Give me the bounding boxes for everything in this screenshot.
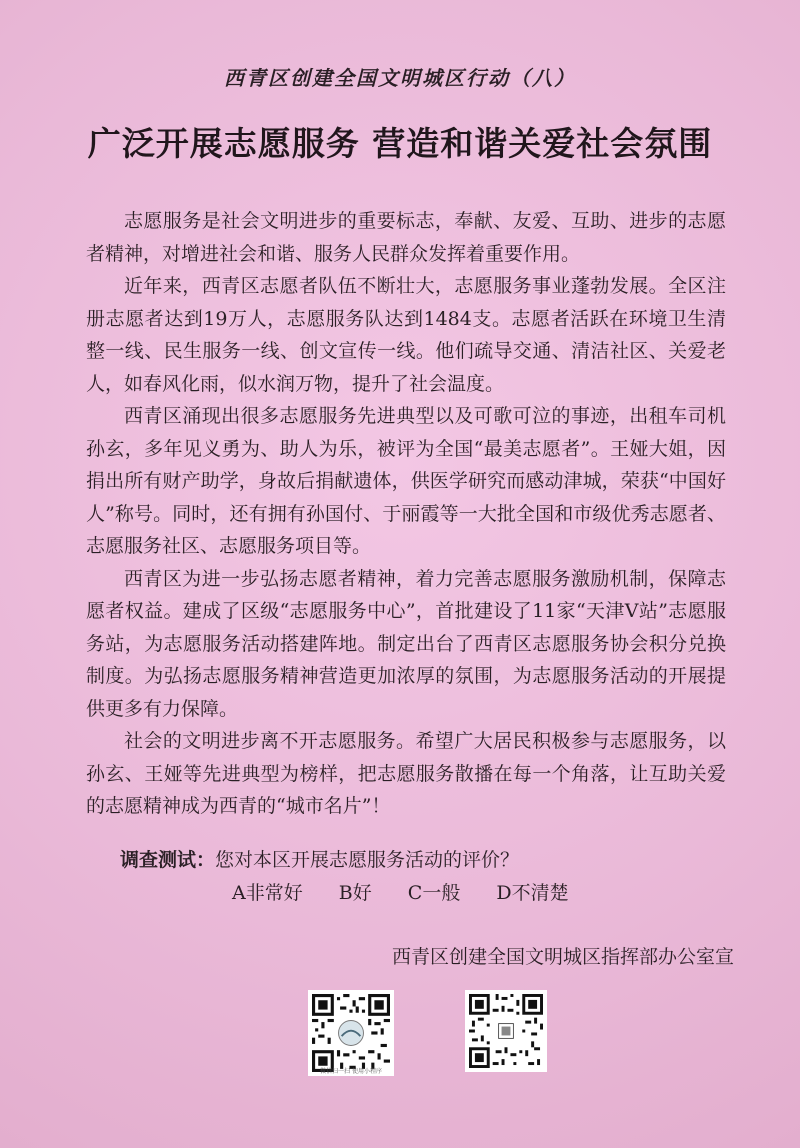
- qr-left-caption: 微信扫一扫 使用小程序: [320, 1068, 382, 1075]
- survey-label: 调查测试：: [120, 849, 216, 871]
- qr-code-mini-program: [308, 990, 394, 1076]
- issuer-signature: 西青区创建全国文明城区指挥部办公室宣: [391, 946, 734, 968]
- survey-option-b: B好: [338, 882, 372, 904]
- survey-question: [120, 845, 519, 875]
- paragraph-1: 志愿服务是社会文明进步的重要标志，奉献、友爱、互助、进步的志愿者精神，对增进社会和谐、服务人民群众发挥着重要作用。: [86, 210, 726, 265]
- qr-code-icon: [312, 994, 390, 1072]
- qr-code-official-account: [465, 990, 547, 1072]
- survey-question-text: 您对本区开展志愿服务活动的评价？: [215, 849, 520, 871]
- survey-option-a: A非常好: [232, 882, 303, 904]
- survey-options: [232, 878, 591, 908]
- paragraph-3: 西青区涌现出很多志愿服务先进典型以及可歌可泣的事迹，出租车司机孙玄，多年见义勇为、助人为乐，被评为全国“最美志愿者”。王娅大姐，因捐出所有财产助学，身故后捐献遗体，供医学研究而感动津城，荣获“中国好人”称号。同时，还有拥有孙国付、于丽霞等一大批全国和市级优秀志愿者、志愿服务社区、志愿服务项目等。: [86, 405, 726, 557]
- paragraph-2: 近年来，西青区志愿者队伍不断壮大，志愿服务事业蓬勃发展。全区注册志愿者达到19万人，志愿服务队达到1484支。志愿者活跃在环境卫生清整一线、民生服务一线、创文宣传一线。他们疏导交通、清洁社区、关爱老人，如春风化雨，似水润万物，提升了社会温度。: [86, 275, 726, 395]
- paragraph-5: 社会的文明进步离不开志愿服务。希望广大居民积极参与志愿服务，以孙玄、王娅等先进典型为榜样，把志愿服务散播在每一个角落，让互助关爱的志愿精神成为西青的“城市名片”！: [86, 730, 726, 817]
- article-body: [86, 205, 726, 823]
- survey-option-d: D不清楚: [496, 882, 569, 904]
- paragraph-4: 西青区为进一步弘扬志愿者精神，着力完善志愿服务激励机制，保障志愿者权益。建成了区级“志愿服务中心”，首批建设了11家“天津V站”志愿服务站，为志愿服务活动搭建阵地。制定出台了西青区志愿服务协会积分兑换制度。为弘扬志愿服务精神营造更加浓厚的氛围，为志愿服务活动的开展提供更多有力保障。: [86, 567, 726, 720]
- survey-option-c: C一般: [407, 882, 461, 904]
- page-title: 广泛开展志愿服务 营造和谐关爱社会氛围: [87, 124, 713, 163]
- campaign-subtitle: 西青区创建全国文明城区行动（八）: [224, 66, 576, 90]
- qr-code-icon: [469, 994, 543, 1068]
